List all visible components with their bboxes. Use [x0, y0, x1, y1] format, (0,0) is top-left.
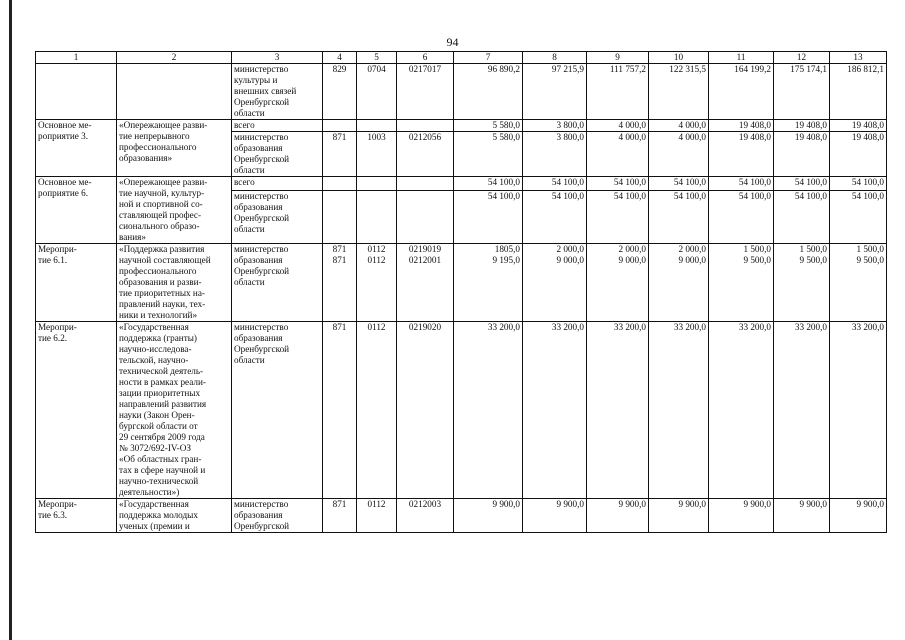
- grbs-code-cell: 871: [323, 322, 357, 499]
- amount-cell: 54 100,0: [774, 191, 830, 244]
- section-code-cell: 1003: [357, 132, 397, 177]
- grbs-code-cell: 871: [323, 132, 357, 177]
- amount-cell: 54 100,0: [649, 177, 709, 191]
- activity-name-cell: [117, 64, 232, 120]
- amount-cell: 19 408,0: [774, 132, 830, 177]
- column-header: 13: [830, 52, 887, 64]
- grbs-code-cell: 871: [323, 499, 357, 533]
- section-code-cell: [357, 177, 397, 191]
- executor-cell: всего: [232, 177, 323, 191]
- amount-cell: 3 800,0: [523, 120, 587, 132]
- amount-cell: 186 812,1: [830, 64, 887, 120]
- grbs-code-cell: 871 871: [323, 244, 357, 322]
- executor-cell: министерство образования Оренбургской области: [232, 322, 323, 499]
- amount-cell: 9 900,0: [523, 499, 587, 533]
- executor-cell: министерство образования Оренбургской: [232, 499, 323, 533]
- amount-cell: 2 000,0 9 000,0: [587, 244, 649, 322]
- amount-cell: 19 408,0: [774, 120, 830, 132]
- amount-cell: 33 200,0: [830, 322, 887, 499]
- grbs-code-cell: [323, 120, 357, 132]
- amount-cell: 54 100,0: [454, 191, 523, 244]
- executor-cell: министерство образования Оренбургской области: [232, 191, 323, 244]
- amount-cell: 19 408,0: [830, 132, 887, 177]
- amount-cell: 5 580,0: [454, 132, 523, 177]
- amount-cell: 19 408,0: [709, 132, 774, 177]
- column-header: 12: [774, 52, 830, 64]
- section-code-cell: [357, 120, 397, 132]
- column-header: 1: [36, 52, 117, 64]
- column-header: 8: [523, 52, 587, 64]
- amount-cell: 9 900,0: [709, 499, 774, 533]
- activity-code-cell: Меропри- тие 6.2.: [36, 322, 117, 499]
- amount-cell: 2 000,0 9 000,0: [523, 244, 587, 322]
- budget-table: [35, 51, 887, 533]
- target-article-cell: 0212003: [397, 499, 454, 533]
- amount-cell: 164 199,2: [709, 64, 774, 120]
- section-code-cell: 0112: [357, 499, 397, 533]
- executor-cell: министерство образования Оренбургской области: [232, 244, 323, 322]
- section-code-cell: [357, 191, 397, 244]
- amount-cell: 33 200,0: [587, 322, 649, 499]
- amount-cell: 33 200,0: [709, 322, 774, 499]
- amount-cell: 1805,0 9 195,0: [454, 244, 523, 322]
- amount-cell: 33 200,0: [454, 322, 523, 499]
- amount-cell: 1 500,0 9 500,0: [774, 244, 830, 322]
- amount-cell: 54 100,0: [774, 177, 830, 191]
- amount-cell: 9 900,0: [774, 499, 830, 533]
- amount-cell: 9 900,0: [649, 499, 709, 533]
- amount-cell: 54 100,0: [523, 177, 587, 191]
- column-header: 3: [232, 52, 323, 64]
- amount-cell: 2 000,0 9 000,0: [649, 244, 709, 322]
- amount-cell: 54 100,0: [709, 191, 774, 244]
- amount-cell: 4 000,0: [649, 120, 709, 132]
- amount-cell: 19 408,0: [830, 120, 887, 132]
- grbs-code-cell: 829: [323, 64, 357, 120]
- column-header: 6: [397, 52, 454, 64]
- target-article-cell: 0219019 0212001: [397, 244, 454, 322]
- amount-cell: 4 000,0: [587, 132, 649, 177]
- target-article-cell: [397, 191, 454, 244]
- amount-cell: 54 100,0: [830, 177, 887, 191]
- amount-cell: 9 900,0: [454, 499, 523, 533]
- amount-cell: 54 100,0: [587, 191, 649, 244]
- executor-cell: министерство культуры и внешних связей Оренбургской области: [232, 64, 323, 120]
- amount-cell: 33 200,0: [523, 322, 587, 499]
- amount-cell: 4 000,0: [649, 132, 709, 177]
- activity-code-cell: Меропри- тие 6.1.: [36, 244, 117, 322]
- table-row: [36, 244, 887, 322]
- target-article-cell: 0219020: [397, 322, 454, 499]
- column-header: 4: [323, 52, 357, 64]
- amount-cell: 54 100,0: [523, 191, 587, 244]
- activity-code-cell: Основное ме- роприятие 3.: [36, 120, 117, 177]
- grbs-code-cell: [323, 177, 357, 191]
- amount-cell: 33 200,0: [774, 322, 830, 499]
- amount-cell: 4 000,0: [587, 120, 649, 132]
- amount-cell: 5 580,0: [454, 120, 523, 132]
- amount-cell: 111 757,2: [587, 64, 649, 120]
- amount-cell: 54 100,0: [709, 177, 774, 191]
- amount-cell: 96 890,2: [454, 64, 523, 120]
- activity-code-cell: Меропри- тие 6.3.: [36, 499, 117, 533]
- amount-cell: 3 800,0: [523, 132, 587, 177]
- activity-name-cell: «Государственная поддержка молодых ученых (премии и: [117, 499, 232, 533]
- amount-cell: 54 100,0: [454, 177, 523, 191]
- executor-cell: всего: [232, 120, 323, 132]
- page-edge-bar: [9, 0, 12, 640]
- target-article-cell: [397, 177, 454, 191]
- section-code-cell: 0112 0112: [357, 244, 397, 322]
- amount-cell: 1 500,0 9 500,0: [830, 244, 887, 322]
- activity-name-cell: «Поддержка развития научной составляющей профессионального образования и разви- тие приоритетных на- правлений науки, тех- ники и технологий»: [117, 244, 232, 322]
- column-header: 7: [454, 52, 523, 64]
- executor-cell: министерство образования Оренбургской области: [232, 132, 323, 177]
- column-header: 10: [649, 52, 709, 64]
- activity-name-cell: «Государственная поддержка (гранты) научно-исследова- тельской, научно- технической деятель- ности в рамках реали- зации приоритетных направлений развития науки (Закон Орен- бургской области от 29 сентября 2009 года № 3072/692-IV-ОЗ «Об областных гран- тах в сфере научной и научно-технической деятельности»): [117, 322, 232, 499]
- column-header: 11: [709, 52, 774, 64]
- table-row: [36, 64, 887, 120]
- amount-cell: 9 900,0: [587, 499, 649, 533]
- activity-name-cell: «Опережающее разви- тие непрерывного профессионального образования»: [117, 120, 232, 177]
- column-number-row: [36, 52, 887, 64]
- amount-cell: 1 500,0 9 500,0: [709, 244, 774, 322]
- activity-code-cell: Основное ме- роприятие 6.: [36, 177, 117, 244]
- target-article-cell: 0212056: [397, 132, 454, 177]
- table-row: [36, 322, 887, 499]
- amount-cell: 33 200,0: [649, 322, 709, 499]
- column-header: 5: [357, 52, 397, 64]
- activity-name-cell: «Опережающее разви- тие научной, культур- ной и спортивной со- ставляющей профес- сионального образо- вания»: [117, 177, 232, 244]
- amount-cell: 19 408,0: [709, 120, 774, 132]
- amount-cell: 175 174,1: [774, 64, 830, 120]
- grbs-code-cell: [323, 191, 357, 244]
- amount-cell: 9 900,0: [830, 499, 887, 533]
- amount-cell: 54 100,0: [649, 191, 709, 244]
- amount-cell: 54 100,0: [587, 177, 649, 191]
- target-article-cell: [397, 120, 454, 132]
- amount-cell: 122 315,5: [649, 64, 709, 120]
- column-header: 2: [117, 52, 232, 64]
- table-row: [36, 120, 887, 132]
- page-number: 94: [446, 35, 459, 49]
- table-row: [36, 177, 887, 191]
- section-code-cell: 0704: [357, 64, 397, 120]
- amount-cell: 54 100,0: [830, 191, 887, 244]
- section-code-cell: 0112: [357, 322, 397, 499]
- target-article-cell: 0217017: [397, 64, 454, 120]
- table-row: [36, 499, 887, 533]
- column-header: 9: [587, 52, 649, 64]
- table-body: [36, 52, 887, 533]
- amount-cell: 97 215,9: [523, 64, 587, 120]
- activity-code-cell: [36, 64, 117, 120]
